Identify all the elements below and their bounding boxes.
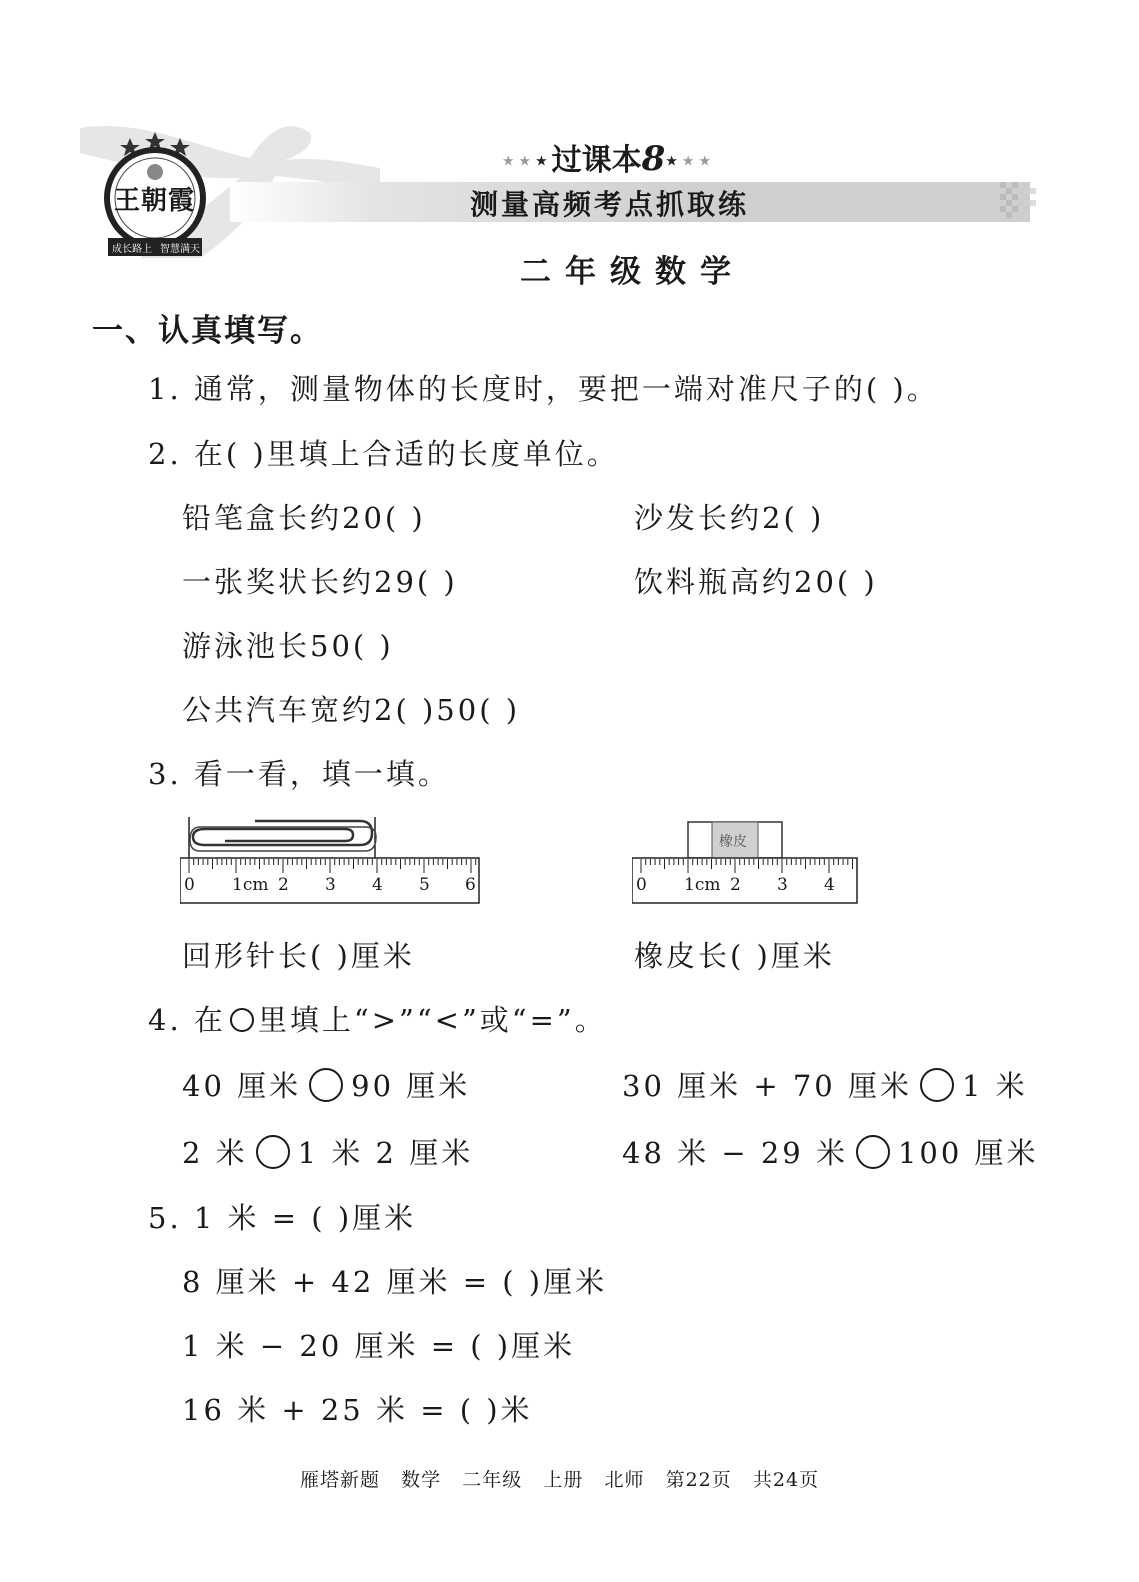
q4-row <box>182 1131 473 1172</box>
ruler-tick-label: 2 <box>278 875 289 895</box>
q4-right: 1 米 2 厘米 <box>297 1136 474 1170</box>
q4-right: 90 厘米 <box>351 1069 471 1103</box>
q4-stem <box>148 998 607 1039</box>
q2-stem: 2. 在( )里填上合适的长度单位。 <box>148 437 619 471</box>
ruler-tick-label: 3 <box>325 875 336 895</box>
q5-line: 1 米 − 20 厘米 = ( )厘米 <box>182 1329 576 1363</box>
q4-stem-a: 4. 在 <box>148 1003 226 1037</box>
q3-stem: 3. 看一看，填一填。 <box>148 757 450 791</box>
ruler-paperclip-figure <box>180 815 485 907</box>
q4-right: 1 米 <box>961 1069 1028 1103</box>
q2-item: 饮料瓶高约20( ) <box>634 565 878 599</box>
ruler-tick-label: 5 <box>419 875 430 895</box>
logo-text: 王朝霞 <box>114 186 196 216</box>
q4-row <box>182 1064 470 1105</box>
checker-pattern <box>1000 182 1036 222</box>
compare-circle[interactable] <box>856 1135 890 1169</box>
ruler-tick-label: 1cm <box>684 875 721 895</box>
compare-circle[interactable] <box>256 1135 290 1169</box>
star-icon: ★★ <box>681 153 716 170</box>
page-subtitle: 二年级数学 <box>520 254 745 290</box>
q2-item: 游泳池长50( ) <box>182 629 394 663</box>
series-label <box>502 135 715 179</box>
ruler-tick-label: 1cm <box>232 875 269 895</box>
q4-left: 2 米 <box>182 1136 248 1170</box>
ruler-tick-label: 0 <box>636 875 647 895</box>
q2-item: 公共汽车宽约2( )50( ) <box>182 693 521 727</box>
q3-answer-paperclip: 回形针长( )厘米 <box>182 939 415 973</box>
q4-left: 40 厘米 <box>182 1069 302 1103</box>
series-number: 8 <box>641 139 666 179</box>
q5-line: 8 厘米 + 42 厘米 = ( )厘米 <box>182 1265 608 1299</box>
q2-item: 铅笔盒长约20( ) <box>182 501 426 535</box>
logo <box>100 130 210 260</box>
star-icon: ★★ <box>502 153 536 170</box>
ruler-tick-label: 2 <box>730 875 741 895</box>
compare-circle[interactable] <box>920 1068 954 1102</box>
ruler-tick-label: 4 <box>372 875 383 895</box>
page-footer: 雁塔新题 数学 二年级 上册 北师 第22页 共24页 <box>300 1469 820 1491</box>
q4-left: 48 米 − 29 米 <box>622 1136 848 1170</box>
ruler-eraser-figure <box>632 815 862 907</box>
section-title: 一、认真填写。 <box>92 313 323 349</box>
q4-stem-b: 里填上“>”“<”或“=”。 <box>257 1003 607 1037</box>
compare-circle[interactable] <box>309 1068 343 1102</box>
q1-text: 1. 通常，测量物体的长度时，要把一端对准尺子的( )。 <box>148 372 939 406</box>
logo-caption-right: 智慧满天 <box>160 244 200 255</box>
star-icon: ★ <box>535 153 552 170</box>
eraser-label: 橡皮 <box>719 834 747 850</box>
q3-answer-eraser: 橡皮长( )厘米 <box>634 939 835 973</box>
star-icon: ★ <box>665 153 682 170</box>
circle-icon <box>230 1008 254 1032</box>
q4-row <box>622 1131 1039 1172</box>
ruler-tick-label: 6 <box>465 875 476 895</box>
q5-line: 16 米 + 25 米 = ( )米 <box>182 1393 533 1427</box>
ruler-tick-label: 3 <box>777 875 788 895</box>
q4-row <box>622 1064 1028 1105</box>
q2-item: 沙发长约2( ) <box>634 501 825 535</box>
ruler-tick-label: 0 <box>184 875 195 895</box>
q4-right: 100 厘米 <box>897 1136 1039 1170</box>
ruler-tick-label: 4 <box>824 875 835 895</box>
q4-left: 30 厘米 + 70 厘米 <box>622 1069 912 1103</box>
q2-item: 一张奖状长约29( ) <box>182 565 458 599</box>
series-label-text: 过课本 <box>551 143 642 178</box>
logo-caption-left: 成长路上 <box>112 244 152 255</box>
q5-line: 5. 1 米 = ( )厘米 <box>148 1201 417 1235</box>
banner-title: 测量高频考点抓取练 <box>470 188 750 221</box>
